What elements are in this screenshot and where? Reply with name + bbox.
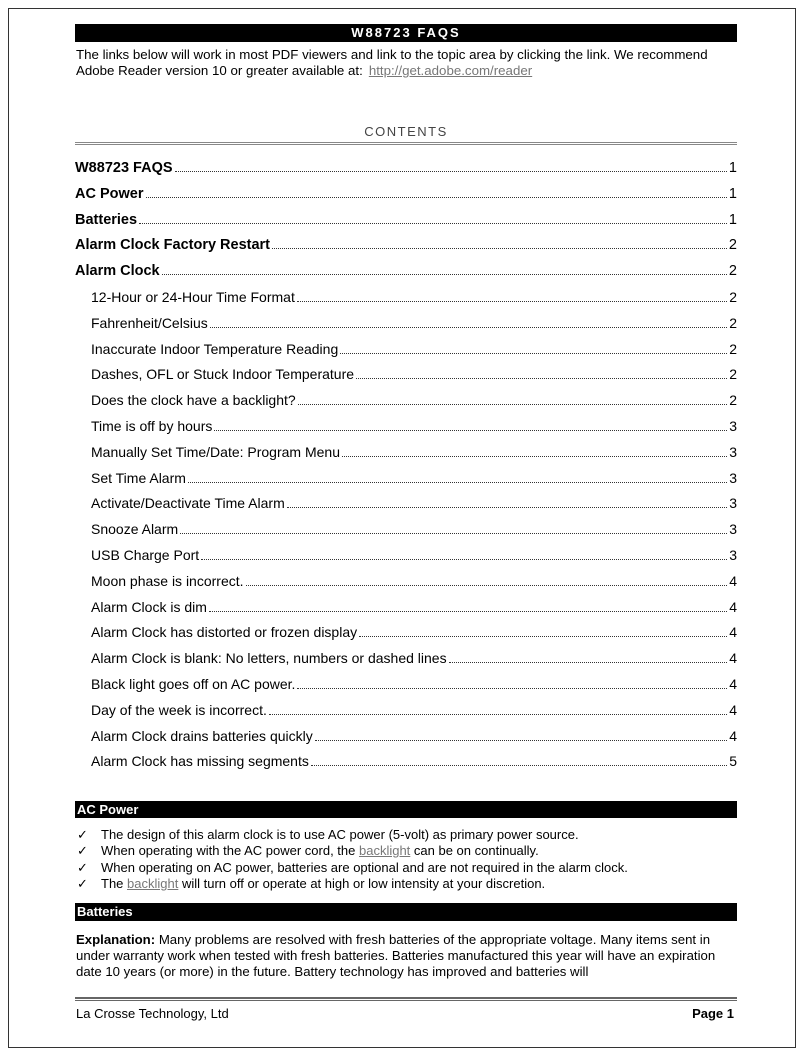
toc-entry[interactable]: [75, 160, 737, 186]
toc-entry[interactable]: [75, 753, 737, 779]
toc-leader-dots: [311, 765, 727, 766]
toc-entry-page: 4: [729, 675, 737, 692]
toc-leader-dots: [297, 301, 727, 302]
toc-entry-title: Day of the week is incorrect.: [91, 701, 267, 718]
toc-entry[interactable]: [75, 212, 737, 238]
bullet-text: The: [101, 875, 128, 891]
toc-entry-title: Alarm Clock is dim: [91, 598, 207, 615]
toc-entry-title: Black light goes off on AC power.: [91, 675, 296, 692]
toc-entry[interactable]: [75, 418, 737, 444]
backlight-link[interactable]: backlight: [127, 875, 179, 891]
toc-entry-page: 3: [729, 521, 737, 538]
toc-entry[interactable]: [75, 237, 737, 263]
checkmark-icon: ✓: [77, 827, 88, 842]
explanation-text: Many problems are resolved with fresh batteries of the appropriate voltage. Many items sent in under warranty work when tested with fresh batteries. Batteries manufactured this year will have an expiration date 10 years (or more) in the future. Battery technology has improved and batteries will: [76, 932, 716, 979]
toc-leader-dots: [180, 533, 727, 534]
toc-entry-title: Manually Set Time/Date: Program Menu: [91, 443, 340, 460]
ac-power-bullets: [77, 827, 737, 892]
toc-leader-dots: [209, 611, 727, 612]
toc-leader-dots: [201, 559, 727, 560]
toc-leader-dots: [449, 662, 728, 663]
toc-leader-dots: [287, 507, 727, 508]
toc-entry[interactable]: [75, 315, 737, 341]
toc-entry-page: 1: [728, 160, 737, 176]
bullet-text: will turn off or operate at high or low intensity at your discretion.: [178, 875, 546, 891]
toc-entry-title: Alarm Clock: [75, 263, 160, 280]
intro-text: The links below will work in most PDF viewers and link to the topic area by clicking the link. We recommend Adobe Reader version 10 or greater available at:: [76, 47, 708, 78]
footer-rule: [75, 997, 737, 1001]
list-item: [77, 876, 737, 892]
toc-leader-dots: [359, 636, 727, 637]
list-item: [77, 843, 737, 859]
list-item: [77, 827, 737, 843]
toc-leader-dots: [340, 353, 727, 354]
checkmark-icon: ✓: [77, 843, 88, 859]
toc-entry-page: 3: [729, 495, 737, 512]
toc-leader-dots: [188, 482, 727, 483]
toc-leader-dots: [162, 274, 727, 275]
toc-entry-page: 2: [728, 237, 737, 254]
toc-entry-page: 2: [729, 366, 737, 383]
toc-entry-title: Snooze Alarm: [91, 521, 179, 538]
toc-entry[interactable]: [75, 521, 737, 547]
intro-paragraph: [76, 47, 726, 79]
toc-entry-page: 3: [729, 417, 737, 434]
toc-entry-page: 4: [729, 572, 737, 589]
toc-entry-page: 3: [729, 443, 737, 460]
toc-entry-title: AC Power: [75, 185, 144, 202]
toc-entry-title: Dashes, OFL or Stuck Indoor Temperature: [91, 366, 355, 383]
table-of-contents: [75, 160, 737, 779]
toc-leader-dots: [297, 688, 727, 689]
batteries-heading: Batteries: [75, 903, 737, 921]
toc-entry[interactable]: [75, 444, 737, 470]
toc-entry[interactable]: [75, 495, 737, 521]
toc-entry-page: 4: [729, 650, 737, 667]
footer-company: La Crosse Technology, Ltd: [76, 1006, 229, 1021]
toc-entry-page: 3: [729, 546, 737, 563]
toc-entry[interactable]: [75, 599, 737, 625]
toc-entry-page: 1: [728, 211, 737, 228]
toc-entry[interactable]: [75, 366, 737, 392]
toc-entry-title: Time is off by hours: [91, 417, 213, 434]
contents-heading: CONTENTS: [364, 124, 448, 139]
toc-entry-title: W88723 FAQS: [75, 160, 173, 176]
toc-entry-title: Moon phase is incorrect.: [91, 572, 244, 589]
toc-leader-dots: [214, 430, 727, 431]
bullet-text: When operating with the AC power cord, the: [101, 843, 359, 859]
toc-entry-page: 2: [729, 288, 737, 305]
toc-leader-dots: [272, 248, 727, 249]
toc-entry[interactable]: [75, 263, 737, 289]
toc-entry-title: Fahrenheit/Celsius: [91, 314, 208, 331]
toc-entry[interactable]: [75, 289, 737, 315]
toc-entry-page: 3: [729, 469, 737, 486]
toc-entry[interactable]: [75, 470, 737, 496]
toc-entry-page: 1: [728, 185, 737, 202]
toc-entry-title: Alarm Clock is blank: No letters, numbers or dashed lines: [91, 650, 447, 667]
toc-leader-dots: [269, 714, 727, 715]
toc-entry-title: Alarm Clock has missing segments: [91, 753, 309, 770]
toc-leader-dots: [298, 404, 728, 405]
footer-page-number: Page 1: [692, 1006, 734, 1021]
toc-entry-title: 12-Hour or 24-Hour Time Format: [91, 288, 295, 305]
bullet-text: The design of this alarm clock is to use AC power (5-volt) as primary power source.: [101, 827, 579, 842]
toc-leader-dots: [210, 327, 727, 328]
toc-entry[interactable]: [75, 341, 737, 367]
toc-entry-title: Activate/Deactivate Time Alarm: [91, 495, 285, 512]
footer: [76, 1006, 736, 1021]
backlight-link[interactable]: backlight: [358, 843, 411, 859]
toc-entry-title: Inaccurate Indoor Temperature Reading: [91, 340, 339, 357]
toc-entry[interactable]: [75, 650, 737, 676]
toc-entry[interactable]: [75, 728, 737, 754]
toc-entry-title: Alarm Clock Factory Restart: [75, 237, 271, 254]
checkmark-icon: ✓: [77, 859, 88, 875]
toc-entry[interactable]: [75, 624, 737, 650]
toc-leader-dots: [175, 171, 727, 172]
bullet-text: can be on continually.: [410, 843, 539, 859]
adobe-reader-link[interactable]: http://get.adobe.com/reader: [368, 63, 533, 78]
toc-entry-title: Batteries: [75, 211, 138, 228]
toc-entry-page: 2: [729, 392, 737, 409]
checkmark-icon: ✓: [77, 875, 88, 891]
toc-entry[interactable]: [75, 702, 737, 728]
toc-leader-dots: [139, 223, 727, 224]
toc-entry-page: 4: [729, 701, 737, 718]
toc-leader-dots: [356, 378, 727, 379]
toc-entry[interactable]: [75, 392, 737, 418]
toc-entry-title: Does the clock have a backlight?: [91, 392, 296, 409]
explanation-label: Explanation:: [76, 932, 156, 947]
bullet-text: When operating on AC power, batteries are optional and are not required in the alarm clock.: [101, 859, 628, 875]
contents-rule: [75, 142, 737, 145]
toc-leader-dots: [146, 197, 727, 198]
toc-leader-dots: [315, 740, 727, 741]
ac-power-heading: AC Power: [75, 801, 737, 818]
batteries-explanation: [76, 932, 738, 980]
list-item: [77, 860, 737, 876]
toc-entry-page: 4: [729, 624, 737, 641]
toc-entry-title: USB Charge Port: [91, 546, 200, 563]
toc-leader-dots: [342, 456, 727, 457]
toc-entry[interactable]: [75, 573, 737, 599]
toc-entry-page: 2: [729, 340, 737, 357]
toc-entry-title: Alarm Clock has distorted or frozen display: [91, 624, 358, 641]
toc-entry-page: 4: [729, 727, 737, 744]
toc-leader-dots: [246, 585, 728, 586]
toc-entry[interactable]: [75, 676, 737, 702]
toc-entry-page: 5: [729, 753, 737, 770]
toc-entry-page: 2: [729, 314, 737, 331]
toc-entry[interactable]: [75, 547, 737, 573]
document-title: W88723 FAQS: [75, 24, 737, 42]
toc-entry[interactable]: [75, 186, 737, 212]
toc-entry-title: Alarm Clock drains batteries quickly: [91, 727, 313, 744]
toc-entry-page: 2: [728, 263, 737, 280]
toc-entry-page: 4: [729, 598, 737, 615]
toc-entry-title: Set Time Alarm: [91, 469, 186, 486]
